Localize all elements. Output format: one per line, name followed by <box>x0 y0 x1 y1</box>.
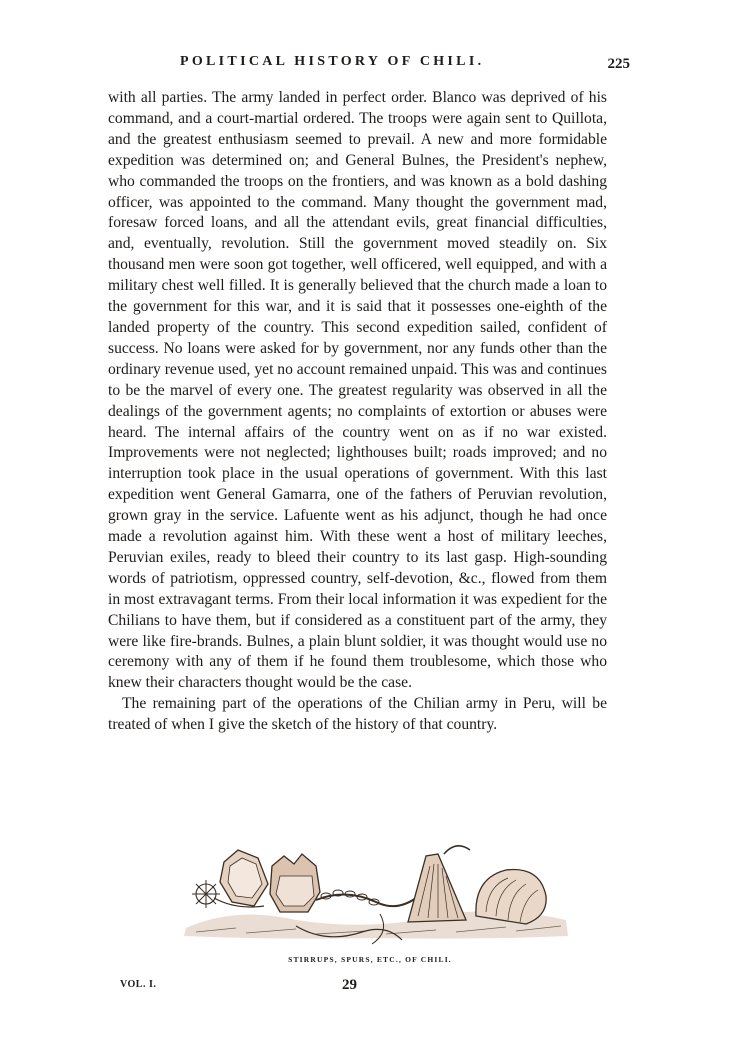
page-footer <box>120 977 620 997</box>
volume-mark: VOL. I. <box>120 979 157 990</box>
running-title: POLITICAL HISTORY OF CHILI. <box>180 54 485 69</box>
body-text <box>108 88 607 736</box>
paragraph-2: The remaining part of the operations of the Chilian army in Peru, will be treated of when I give the sketch of the history of that country. <box>108 695 607 734</box>
stirrups-spurs-illustration <box>176 836 576 954</box>
running-head <box>100 52 630 76</box>
stirrups-spurs-engraving-icon <box>176 836 576 954</box>
illustration-caption: STIRRUPS, SPURS, ETC., OF CHILI. <box>288 955 452 964</box>
signature-mark: 29 <box>342 977 357 993</box>
paragraph-1: with all parties. The army landed in perfect order. Blanco was deprived of his command, and a court-martial ordered. The troops were again sent to Quillota, and the greatest enthusiasm seemed to prevail. A new and more formidable expedition was determined on; and General Bulnes, the President's nephew, who commanded the troops on the frontiers, and was known as a bold dashing officer, was appointed to the command. Many thought the government mad, foresaw forced loans, and all the attendant evils, great financial difficulties, and, eventually, revolution. Still the government moved steadily on. Six thousand men were soon got together, well officered, well equipped, and with a military chest well filled. It is generally believed that the church made a loan to the government for this war, and it is said that it possesses one-eighth of the landed property of the country. This second expedition sailed, confident of success. No loans were asked for by government, nor any funds other than the ordinary revenue used, yet no account remained unpaid. This was and continues to be the marvel of every one. The greatest regularity was observed in all the dealings of the government agents; no complaints of extortion or abuses were heard. The internal affairs of the country went on as if no war existed. Improvements were not neglected; lighthouses built; roads improved; and no interruption took place in the usual operations of government. With this last expedition went General Gamarra, one of the fathers of Peruvian revolution, grown gray in the service. Lafuente went as his adjunct, though he had once made a revolution against him. With these went a host of military leeches, Peruvian exiles, ready to bleed their country to its last gasp. High-sounding words of patriotism, oppressed country, self-devotion, &c., flowed from them in most extravagant terms. From their local information it was expedient for the Chilians to have them, but if considered as a constituent part of the army, they were like fire-brands. Bulnes, a plain blunt soldier, it was thought would use no ceremony with any of them if he found them troublesome, which those who knew their characters thought would be the case. <box>108 89 607 692</box>
page-number: 225 <box>607 56 630 72</box>
